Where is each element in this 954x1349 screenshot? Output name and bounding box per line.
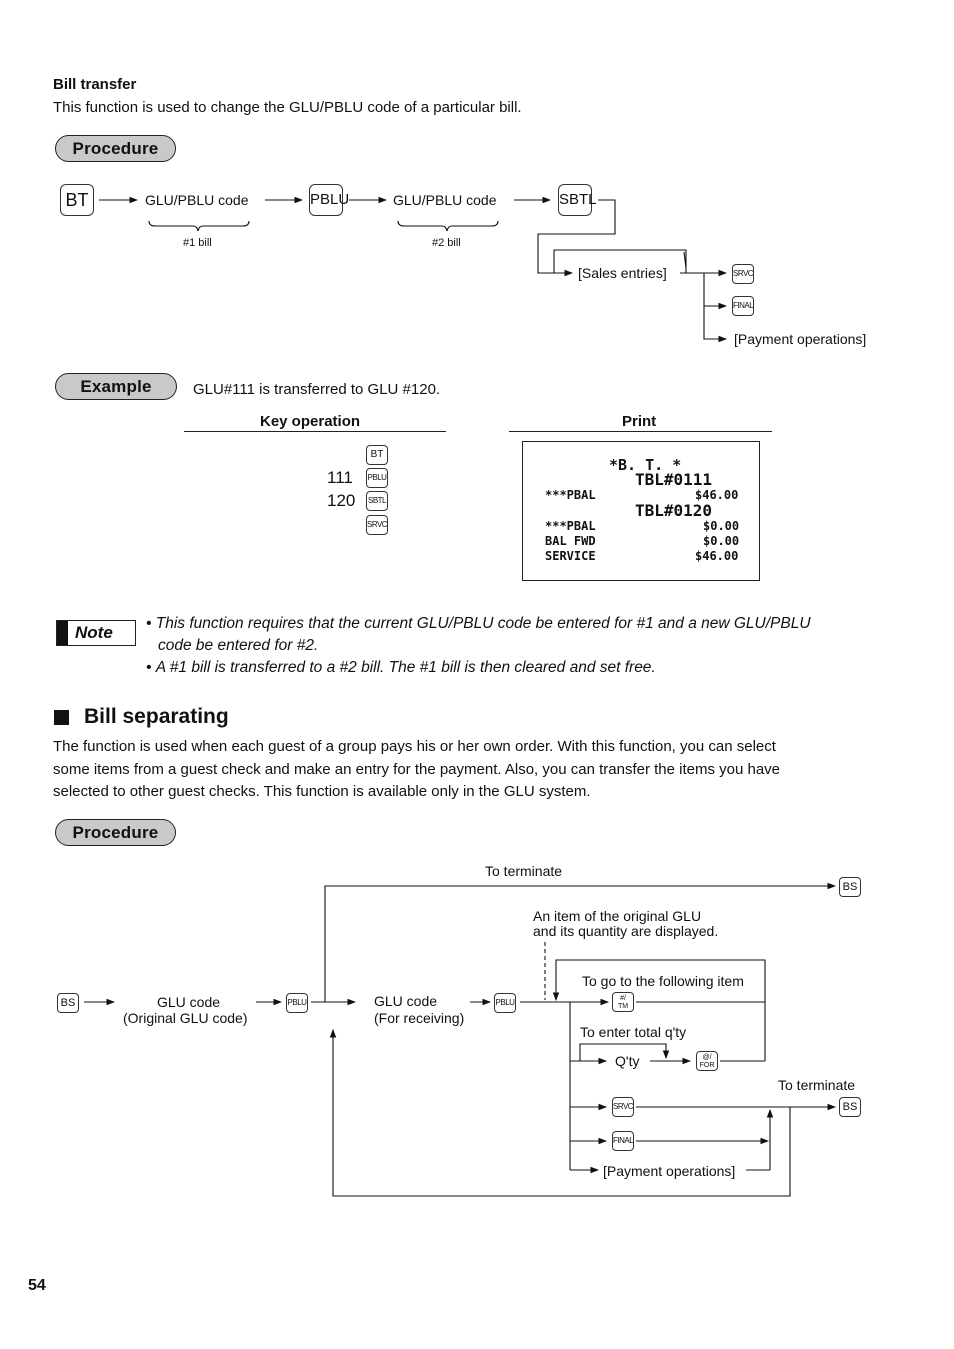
print-rule bbox=[509, 431, 772, 432]
procedure-label-1: Procedure bbox=[55, 135, 176, 162]
sales-entries-label: [Sales entries] bbox=[578, 265, 667, 281]
qty-label: Q'ty bbox=[615, 1053, 640, 1069]
bill2-label: #2 bill bbox=[432, 237, 461, 249]
payment-operations-label-1: [Payment operations] bbox=[734, 331, 867, 347]
srvc-key-2: SRVC bbox=[612, 1097, 634, 1117]
bill-separating-line-3: selected to other guest checks. This function is available only in the GLU system. bbox=[53, 783, 591, 800]
final-key-2: FINAL bbox=[612, 1131, 634, 1151]
bs-key-top: BS bbox=[839, 877, 861, 897]
key-operation-header: Key operation bbox=[260, 413, 361, 430]
glu-pblu-code-2-label: GLU/PBLU code bbox=[393, 192, 497, 208]
section-square-icon bbox=[54, 710, 69, 725]
procedure-label-2: Procedure bbox=[55, 819, 176, 846]
example-sbtl-key: SBTL bbox=[366, 491, 388, 511]
note-1-line-1: This function requires that the current GLU/PBLU code be entered for #1 and a new GLU/PBLU bbox=[155, 615, 811, 632]
bs-key-start: BS bbox=[57, 993, 79, 1013]
receipt-title: *B. T. * bbox=[609, 456, 682, 474]
pblu-key-1: PBLU bbox=[286, 993, 308, 1013]
print-header: Print bbox=[622, 413, 657, 430]
bs-key-bottom: BS bbox=[839, 1097, 861, 1117]
note-tag bbox=[56, 620, 136, 646]
glu-code-label: GLU code bbox=[157, 994, 221, 1010]
section-heading-bill-transfer: Bill transfer bbox=[53, 76, 137, 93]
receipt-tbl2: TBL#0120 bbox=[635, 501, 713, 520]
note-bullet-1: • This function requires that the current GLU/PBLU code be entered for #1 and a new GLU/PBLU bbox=[146, 615, 811, 632]
item-displayed-1: An item of the original GLU bbox=[533, 908, 702, 924]
srvc-key: SRVC bbox=[732, 264, 754, 284]
pblu-key: PBLU bbox=[309, 184, 343, 216]
bill-separating-line-1: The function is used when each guest of a group pays his or her own order. With this function, you can select bbox=[53, 738, 776, 755]
pblu-key-2: PBLU bbox=[494, 993, 516, 1013]
example-srvc-key: SRVC bbox=[366, 515, 388, 535]
receipt-tbl1: TBL#0111 bbox=[635, 470, 713, 489]
key-operation-rule bbox=[184, 431, 446, 432]
note-2-text: A #1 bill is transferred to a #2 bill. The #1 bill is then cleared and set free. bbox=[155, 659, 656, 676]
bill1-label: #1 bill bbox=[183, 237, 212, 249]
receipt-balfwd-value: $0.00 bbox=[703, 534, 740, 548]
bill-transfer-description: This function is used to change the GLU/PBLU code of a particular bill. bbox=[53, 99, 522, 116]
receipt-pbal2-value: $0.00 bbox=[703, 519, 740, 533]
for-key: @/ FOR bbox=[696, 1051, 718, 1071]
item-displayed-2: and its quantity are displayed. bbox=[533, 923, 719, 939]
example-text: GLU#111 is transferred to GLU #120. bbox=[193, 381, 441, 398]
receipt-pbal2-label: ***PBAL bbox=[545, 519, 596, 533]
note-1-line-2: code be entered for #2. bbox=[158, 637, 319, 654]
glu-pblu-code-1-label: GLU/PBLU code bbox=[145, 192, 249, 208]
payment-operations-label-2: [Payment operations] bbox=[603, 1163, 736, 1179]
receipt-pbal1-label: ***PBAL bbox=[545, 488, 596, 502]
example-label: Example bbox=[55, 373, 177, 400]
original-glu-code-label: (Original GLU code) bbox=[123, 1010, 248, 1026]
bill-separating-line-2: some items from a guest check and make an entry for the payment. Also, you can transfer the items you have bbox=[53, 761, 781, 778]
receipt-service-value: $46.00 bbox=[695, 549, 739, 563]
to-terminate-top: To terminate bbox=[485, 863, 563, 879]
receipt bbox=[522, 441, 760, 581]
receipt-balfwd-label: BAL FWD bbox=[545, 534, 596, 548]
to-go-following-label: To go to the following item bbox=[582, 973, 744, 989]
bt-key: BT bbox=[60, 184, 94, 216]
note-label: Note bbox=[75, 623, 113, 642]
example-pblu-key: PBLU bbox=[366, 468, 388, 488]
glu-code-2-label: GLU code bbox=[374, 993, 438, 1009]
final-key: FINAL bbox=[732, 296, 754, 316]
receipt-service-label: SERVICE bbox=[545, 549, 596, 563]
for-receiving-label: (For receiving) bbox=[374, 1010, 465, 1026]
receipt-pbal1-value: $46.00 bbox=[695, 488, 739, 502]
page-number: 54 bbox=[28, 1277, 46, 1294]
key-op-111: 111 bbox=[327, 468, 353, 487]
note-bullet-2: • A #1 bill is transferred to a #2 bill. The #1 bill is then cleared and set free. bbox=[146, 659, 656, 676]
sbtl-key: SBTL bbox=[558, 184, 592, 216]
to-terminate-bottom: To terminate bbox=[778, 1077, 856, 1093]
section-heading-bill-separating: Bill separating bbox=[84, 705, 229, 728]
tm-key: #/ TM bbox=[612, 992, 634, 1012]
key-op-120: 120 bbox=[327, 491, 356, 510]
example-bt-key: BT bbox=[366, 445, 388, 465]
to-enter-total-qty-label: To enter total q'ty bbox=[580, 1024, 687, 1040]
